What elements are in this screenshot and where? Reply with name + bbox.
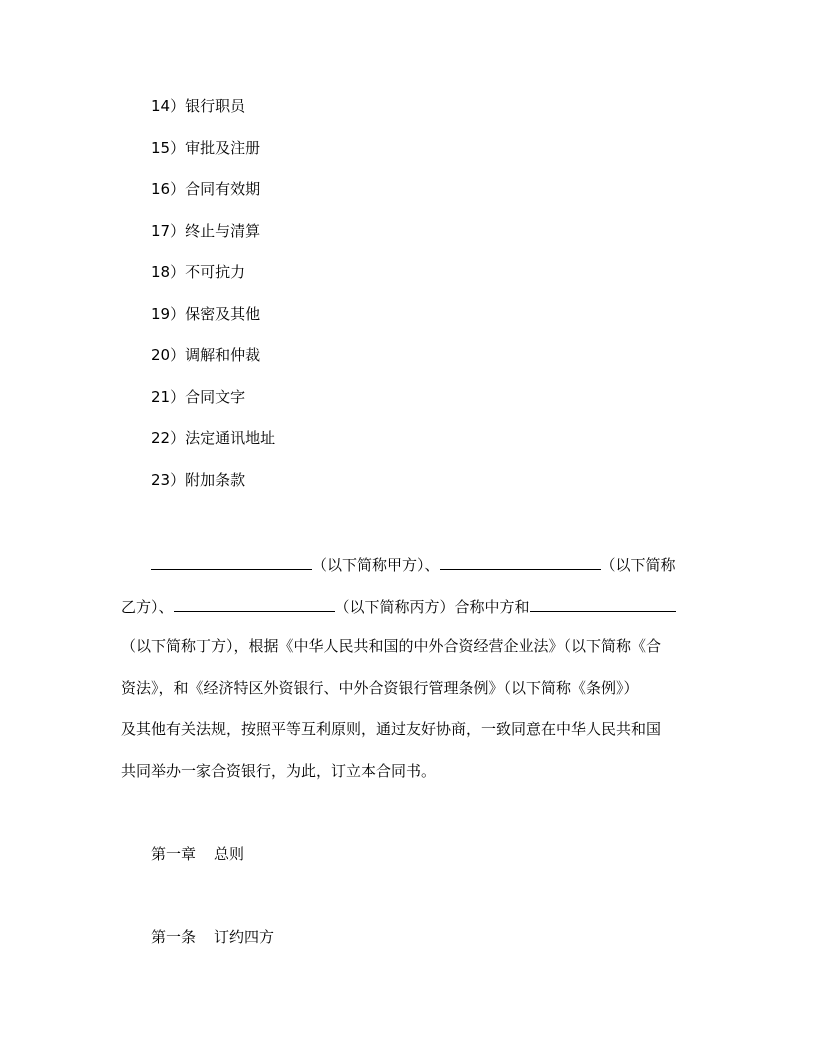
toc-item-number: 14） bbox=[151, 97, 186, 115]
preamble-text: 共同举办一家合资银行，为此，订立本合同书。 bbox=[121, 762, 437, 780]
preamble-text: （以下简称丙方）合称中方和 bbox=[334, 598, 530, 616]
preamble-line-6 bbox=[121, 761, 436, 781]
preamble-line-3 bbox=[121, 636, 661, 656]
toc-item-15 bbox=[151, 138, 260, 158]
preamble-text: （以下简称甲方）、 bbox=[312, 556, 440, 574]
chapter-heading bbox=[151, 844, 244, 864]
toc-item-22 bbox=[151, 428, 275, 448]
preamble-text: 资法》，和《经济特区外资银行、中外合资银行管理条例》（以下简称《条例》） bbox=[121, 679, 639, 697]
toc-item-number: 22） bbox=[151, 429, 186, 447]
toc-item-label: 不可抗力 bbox=[185, 263, 246, 281]
toc-item-label: 附加条款 bbox=[185, 471, 246, 489]
party-c-blank[interactable] bbox=[174, 595, 335, 612]
preamble-text: （以下简称 bbox=[600, 556, 676, 574]
toc-item-label: 审批及注册 bbox=[185, 139, 261, 157]
toc-item-17 bbox=[151, 221, 260, 241]
toc-item-label: 合同有效期 bbox=[185, 180, 261, 198]
toc-item-label: 调解和仲裁 bbox=[185, 346, 261, 364]
preamble-line-4 bbox=[121, 678, 639, 698]
article-title: 订约四方 bbox=[214, 928, 275, 946]
toc-item-label: 保密及其他 bbox=[185, 305, 261, 323]
toc-item-number: 15） bbox=[151, 139, 186, 157]
party-d-blank[interactable] bbox=[530, 595, 676, 612]
toc-item-18 bbox=[151, 262, 245, 282]
preamble-line-1 bbox=[151, 553, 676, 575]
chapter-title: 总则 bbox=[214, 845, 245, 863]
preamble-line-2 bbox=[121, 595, 676, 617]
toc-item-14 bbox=[151, 96, 245, 116]
toc-item-number: 17） bbox=[151, 222, 186, 240]
preamble-text: 及其他有关法规，按照平等互利原则，通过友好协商，一致同意在中华人民共和国 bbox=[121, 720, 662, 738]
toc-item-number: 23） bbox=[151, 471, 186, 489]
toc-item-21 bbox=[151, 387, 245, 407]
toc-item-23 bbox=[151, 470, 245, 490]
article-heading bbox=[151, 927, 274, 947]
toc-item-label: 终止与清算 bbox=[185, 222, 261, 240]
toc-item-16 bbox=[151, 179, 260, 199]
toc-item-number: 20） bbox=[151, 346, 186, 364]
preamble-text: （以下简称丁方），根据《中华人民共和国的中外合资经营企业法》（以下简称《合 bbox=[121, 637, 662, 655]
party-b-blank[interactable] bbox=[440, 553, 601, 570]
party-a-blank[interactable] bbox=[151, 553, 312, 570]
article-number: 第一条 bbox=[151, 928, 197, 946]
toc-item-number: 16） bbox=[151, 180, 186, 198]
toc-item-number: 19） bbox=[151, 305, 186, 323]
toc-item-number: 18） bbox=[151, 263, 186, 281]
preamble-line-5 bbox=[121, 719, 661, 739]
toc-item-label: 法定通讯地址 bbox=[185, 429, 276, 447]
preamble-text: 乙方）、 bbox=[121, 598, 174, 616]
toc-item-19 bbox=[151, 304, 260, 324]
toc-item-20 bbox=[151, 345, 260, 365]
chapter-number: 第一章 bbox=[151, 845, 197, 863]
toc-item-label: 银行职员 bbox=[185, 97, 246, 115]
toc-item-label: 合同文字 bbox=[185, 388, 246, 406]
toc-item-number: 21） bbox=[151, 388, 186, 406]
